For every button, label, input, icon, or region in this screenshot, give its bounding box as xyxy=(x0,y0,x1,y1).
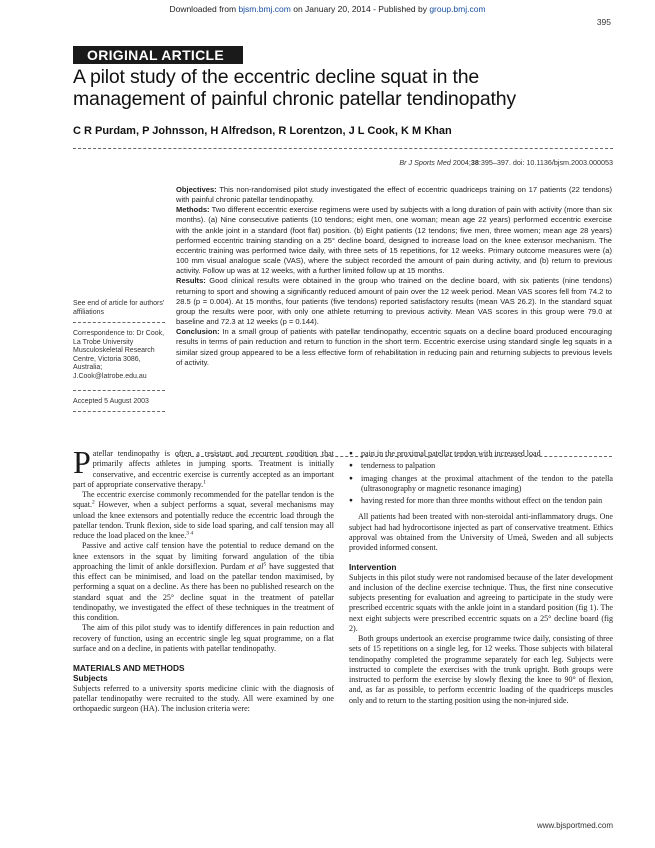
criterion-item: ● tenderness to palpation xyxy=(349,461,613,471)
ref-1[interactable]: 1 xyxy=(203,479,206,486)
intro-p2b-text: However, when a subject performs a squat, several mechanisms may unload the knee extensors and potentially reduce the eccentric load through the patellar tendon. Trunk flexion, side to side load sparing, and calf tension may all reduce the load placed on the knee. xyxy=(73,500,334,540)
abstract-conclusion xyxy=(176,327,612,368)
intro-p3b-text: have suggested that this effect can be minimised, and load on the patellar tendon maximised, by performing a squat on a decline. As there has been no published research on the standard squat and the 25° decline squat in the treatment of patellar tendinopathy, we investigated the effect of these techniques in the treatment of this condition. xyxy=(73,561,335,622)
dropcap: P xyxy=(73,444,91,480)
objectives-label: Objectives: xyxy=(176,185,217,194)
et-al: et al xyxy=(248,561,264,571)
citation-rest: :395–397. doi: 10.1136/bjsm.2003.000053 xyxy=(478,158,613,167)
intro-paragraph-4: The aim of this pilot study was to identify differences in pain reduction and recovery of function, using an eccentric single leg squat programme, on a flat surface and on a decline, in patients with patellar tendinopathy. xyxy=(73,623,334,653)
body-right-column xyxy=(349,449,613,706)
journal-name: Br J Sports Med xyxy=(399,158,451,167)
citation-volume: 38 xyxy=(470,158,479,167)
sidebar-divider-2 xyxy=(73,390,165,391)
subjects-paragraph: Subjects referred to a university sports medicine clinic with the diagnosis of patellar tendinopathy were recruited to the study. All were examined by one orthopaedic surgeon (HA). The inclusion criteria were: xyxy=(73,683,334,713)
objectives-text: This non-randomised pilot study investigated the effect of eccentric quadriceps training on 17 patients (22 tendons) with painful chronic patellar tendinopathy. xyxy=(176,185,612,205)
body-left-column xyxy=(73,444,335,714)
abstract-methods xyxy=(176,205,612,276)
sidebar-divider-1 xyxy=(73,322,165,323)
affiliations-note: See end of article for authors' affiliations xyxy=(73,300,165,316)
intro-paragraph-2 xyxy=(73,490,334,541)
article-type-banner: ORIGINAL ARTICLE xyxy=(73,46,243,64)
methods-label: Methods: xyxy=(176,205,210,215)
correspondence-note: Correspondence to: Dr Cook, La Trobe University Musculoskeletal Research Centre, Victoria 3086, Australia; J.Cook@latrobe.edu.au xyxy=(73,330,165,380)
group-bmj-link[interactable]: group.bmj.com xyxy=(429,4,486,14)
abstract-objectives xyxy=(176,185,612,205)
download-notice xyxy=(0,4,655,14)
intervention-heading: Intervention xyxy=(349,562,397,573)
criterion-item: ● pain in the proximal patellar tendon with increased load xyxy=(349,449,613,459)
intro-p1-text: atellar tendinopathy is often a resistant and recurrent condition that primarily affects athletes in jumping sports. Treatment is initially conservative, and eccentric exercise is currently accepted as an important part of appropriate conservative therapy. xyxy=(73,449,334,489)
intro-paragraph-1 xyxy=(73,444,334,490)
sidebar-divider-3 xyxy=(73,411,165,412)
methods-heading: MATERIALS AND METHODS xyxy=(73,663,185,673)
header-divider xyxy=(73,148,613,149)
page-number: 395 xyxy=(596,17,611,27)
conclusion-text: In a small group of patients with patellar tendinopathy, eccentric squats on a decline board produced encouraging results in terms of pain reduction and return to function in the short term. Eccentric exercise using standard single leg squats in a similar sized group appeared to be a less effective form of rehabilitation in reducing pain and returning subjects to previous levels of activity. xyxy=(176,327,612,367)
ethics-paragraph: All patients had been treated with non-steroidal anti-inflammatory drugs. One subject had had hydrocortisone injected as part of conservative treatment. Ethics approval was obtained from the University of Umeå, Sweden and all subjects provided informed consent. xyxy=(349,512,613,552)
subjects-heading: Subjects xyxy=(73,673,108,684)
abstract xyxy=(176,185,612,368)
citation-line xyxy=(399,158,613,167)
ref-5[interactable]: 5 xyxy=(263,561,267,568)
download-middle: on January 20, 2014 - Published by xyxy=(290,4,430,14)
results-text: Good clinical results were obtained in the group who trained on the decline board, with six patients (nine tendons) returning to sport and showing a significantly reduced amount of pain over the 12 week period. Mean VAS scores fell from 74.2 to 28.5 (p = 0.004). At 15 months, four patients (five tendons) reported satisfactory results (mean VAS 26.2). In the standard squat group the results were poor, with only one athlete returning to previous activity. Mean VAS scores in this group were 79.0 at baseline and 72.3 at 12 weeks (p = 0.144). xyxy=(176,276,612,327)
intro-p3a-text: Passive and active calf tension have the potential to reduce demand on the knee extensors in the squat by limiting forward angulation of the tibia approaching the limit of ankle dorsiflexion. Purdam xyxy=(73,541,334,571)
bjsm-link[interactable]: bjsm.bmj.com xyxy=(238,4,291,14)
footer-url[interactable]: www.bjsportmed.com xyxy=(536,821,613,830)
ref-3-4[interactable]: 3 4 xyxy=(186,530,194,537)
accepted-date: Accepted 5 August 2003 xyxy=(73,398,149,405)
criterion-item: ● having rested for more than three months without effect on the tendon pain xyxy=(349,496,613,506)
methods-text: Two different eccentric exercise regimens were used by subjects with a long duration of pain with activity (more than six months). (a) Nine consecutive patients (10 tendons; eight men, one woman; mean age 22 years) performed eccentric exercise with the ankle joint in a standard (foot flat) position. (b) Eight patients (12 tendons; five men, three women; mean age 28 years) performed eccentric training standing on a 25° decline board, designed to increase load on the knee extensor mechanism. The eccentric training was performed twice daily, with three sets of 15 repetitions, for 12 weeks. Primary outcome measures were (a) 100 mm visual analogue scale (VAS), where the subject recorded the amount of pain during activity, and (b) return to previous activity. Follow up was at 12 weeks, with a further limited follow up at 15 months. xyxy=(176,205,612,276)
intro-paragraph-3 xyxy=(73,541,334,623)
download-prefix: Downloaded from xyxy=(169,4,239,14)
intervention-paragraph-2: Both groups undertook an exercise programme twice daily, consisting of three sets of 15 repetitions on a single leg, for 12 weeks. Those subjects with bilateral tendinopathy completed the programme separately for each leg. Subjects were instructed to complete the exercises with the trunk upright. Both groups were instructed to perform the exercise by slowly flexing the knee to 90° of flexion, and, as far as possible, to perform eccentric loading of the quadriceps muscles only and to return to the starting position using the non-injured side. xyxy=(349,634,613,705)
criterion-item: ● imaging changes at the proximal attachment of the tendon to the patella (ultrasonography or magnetic resonance imaging) xyxy=(349,474,613,495)
article-title: A pilot study of the eccentric decline squat in the management of painful chronic patellar tendinopathy xyxy=(73,66,516,110)
inclusion-criteria-list xyxy=(349,449,613,506)
intervention-paragraph-1: Subjects in this pilot study were not randomised because of the later development and inclusion of the decline exercise technique. Thus, the first nine consecutive subjects presenting for evaluation and agreeing to participate in the study were prescribed eccentric squats with the ankle joint in a standard position (fig 1). The next eight subjects were prescribed eccentric squats on a 25° decline board (fig 2). xyxy=(349,572,613,633)
citation-year: 2004; xyxy=(450,158,471,167)
ref-2[interactable]: 2 xyxy=(92,499,95,506)
results-label: Results: xyxy=(176,276,206,286)
author-list: C R Purdam, P Johnsson, H Alfredson, R Lorentzon, J L Cook, K M Khan xyxy=(73,125,452,137)
conclusion-label: Conclusion: xyxy=(176,327,220,337)
intro-p2-text: The eccentric exercise commonly recommended for the patellar tendon is the squat. xyxy=(73,490,334,510)
abstract-results xyxy=(176,276,612,327)
